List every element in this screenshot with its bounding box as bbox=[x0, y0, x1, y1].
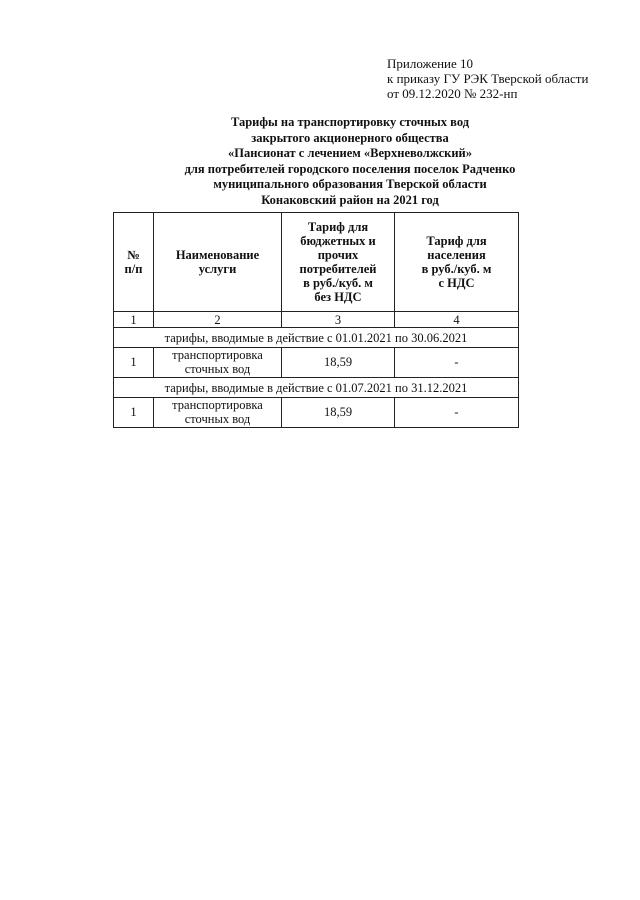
table-row bbox=[114, 398, 519, 428]
service-line: транспортировка bbox=[172, 398, 263, 412]
header-line: в руб./куб. м bbox=[303, 276, 373, 290]
table-row bbox=[114, 348, 519, 378]
appendix-line: Приложение 10 bbox=[387, 56, 474, 71]
column-number: 1 bbox=[114, 312, 154, 328]
header-line: бюджетных и bbox=[300, 234, 376, 248]
appendix-line: к приказу ГУ РЭК Тверской области bbox=[387, 71, 589, 86]
header-line: населения bbox=[427, 248, 486, 262]
title-line: закрытого акционерного общества bbox=[251, 130, 449, 145]
column-number: 3 bbox=[282, 312, 395, 328]
period-label: тарифы, вводимые в действие с 01.01.2021 по 30.06.2021 bbox=[114, 328, 519, 348]
row-num: 1 bbox=[114, 398, 154, 428]
service-line: сточных вод bbox=[184, 411, 251, 426]
period-row bbox=[114, 328, 519, 348]
header-line: потребителей bbox=[299, 262, 377, 276]
header-line: Тариф для bbox=[307, 220, 369, 234]
period-label: тарифы, вводимые в действие с 01.07.2021 по 31.12.2021 bbox=[114, 378, 519, 398]
service-line: транспортировка bbox=[172, 348, 263, 362]
header-line: № bbox=[127, 248, 140, 262]
title-line: «Пансионат с лечением «Верхневолжский» bbox=[227, 146, 473, 160]
service-line: сточных вод bbox=[184, 361, 251, 376]
document-title bbox=[150, 115, 550, 208]
header-line: услуги bbox=[198, 262, 237, 276]
header-line: в руб./куб. м bbox=[421, 262, 492, 276]
header-tariff-population bbox=[395, 213, 519, 312]
header-line: Тариф для bbox=[426, 234, 487, 248]
header-line: без НДС bbox=[314, 290, 362, 304]
header-service bbox=[154, 213, 282, 312]
title-line: Конаковский район на 2021 год bbox=[261, 192, 439, 207]
header-line: с НДС bbox=[438, 276, 475, 290]
title-line: для потребителей городского поселения поселок Радченко bbox=[184, 161, 516, 176]
appendix-reference bbox=[387, 56, 588, 101]
header-line: Наименование bbox=[175, 248, 260, 262]
tariff-table bbox=[113, 212, 519, 428]
title-line: муниципального образования Тверской области bbox=[213, 177, 487, 191]
column-number: 4 bbox=[395, 312, 519, 328]
row-tariff-other: 18,59 bbox=[282, 348, 395, 378]
column-number: 2 bbox=[154, 312, 282, 328]
period-row bbox=[114, 378, 519, 398]
appendix-line: от 09.12.2020 № 232-нп bbox=[387, 86, 518, 101]
row-service bbox=[154, 348, 282, 378]
row-num: 1 bbox=[114, 348, 154, 378]
row-service bbox=[154, 398, 282, 428]
table-header-row bbox=[114, 213, 519, 312]
header-line: прочих bbox=[317, 248, 359, 262]
header-tariff-other bbox=[282, 213, 395, 312]
title-line: Тарифы на транспортировку сточных вод bbox=[230, 115, 470, 129]
row-tariff-population: - bbox=[395, 398, 519, 428]
row-tariff-population: - bbox=[395, 348, 519, 378]
header-num bbox=[114, 213, 154, 312]
row-tariff-other: 18,59 bbox=[282, 398, 395, 428]
header-line: п/п bbox=[124, 262, 143, 276]
column-numbers-row bbox=[114, 312, 519, 328]
